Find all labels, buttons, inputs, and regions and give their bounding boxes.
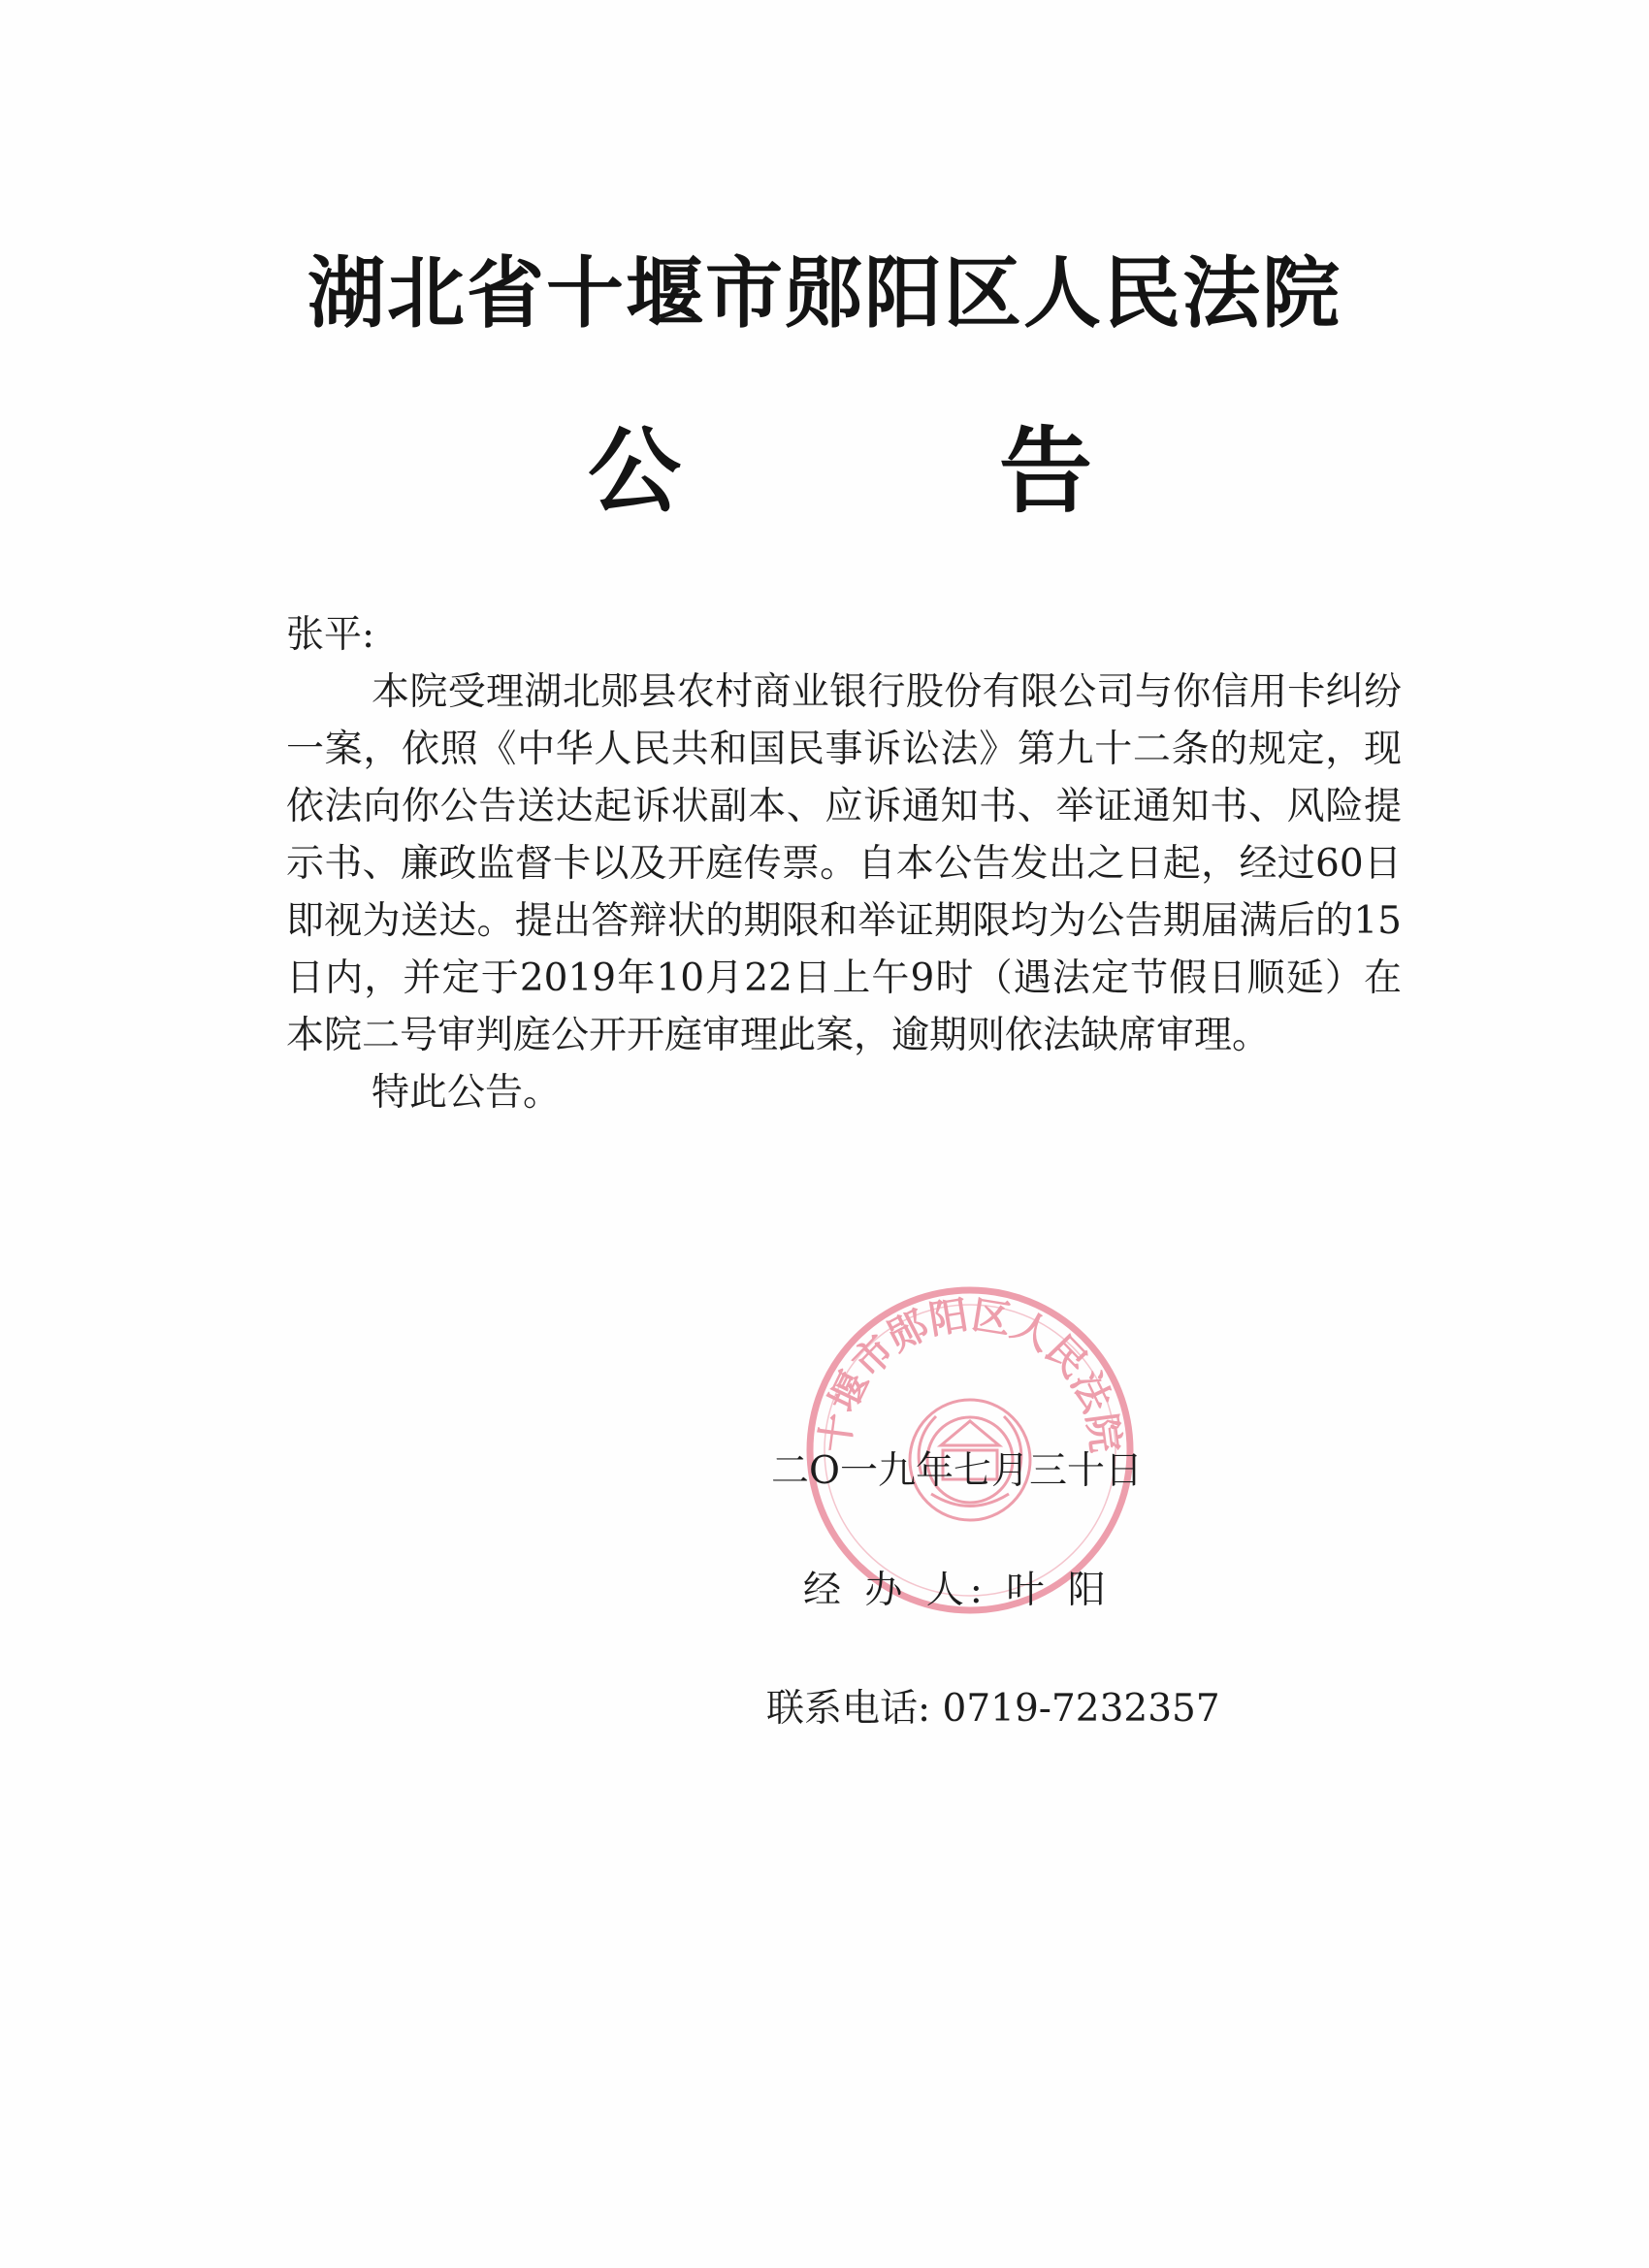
- notice-paragraph: 本院受理湖北郧县农村商业银行股份有限公司与你信用卡纠纷一案，依照《中华人民共和国民事诉讼法》第九十二条的规定，现依法向你公告送达起诉状副本、应诉通知书、举证通知书、风险提示书、廉政监督卡以及开庭传票。自本公告发出之日起，经过60日即视为送达。提出答辩状的期限和举证期限均为公告期届满后的15日内，并定于2019年10月22日上午9时（遇法定节假日顺延）在本院二号审判庭公开开庭审理此案，逾期则依法缺席审理。: [286, 670, 1402, 1057]
- handler-name: 经 办 人: 叶 阳: [803, 1569, 1112, 1612]
- salutation: 张平:: [286, 613, 375, 657]
- seal-text: 十堰市郧阳区人民法院: [812, 1292, 1128, 1455]
- court-name-title: 湖北省十堰市郧阳区人民法院: [307, 248, 1342, 339]
- notice-body: [286, 606, 1402, 1121]
- closing-paragraph: 特此公告。: [372, 1071, 562, 1115]
- doc-type-char-2: 告: [999, 417, 1092, 526]
- doc-type-char-1: 公: [588, 417, 681, 526]
- contact-phone: 联系电话: 0719-7232357: [766, 1687, 1220, 1731]
- issue-date: 二O一九年七月三十日: [771, 1449, 1143, 1493]
